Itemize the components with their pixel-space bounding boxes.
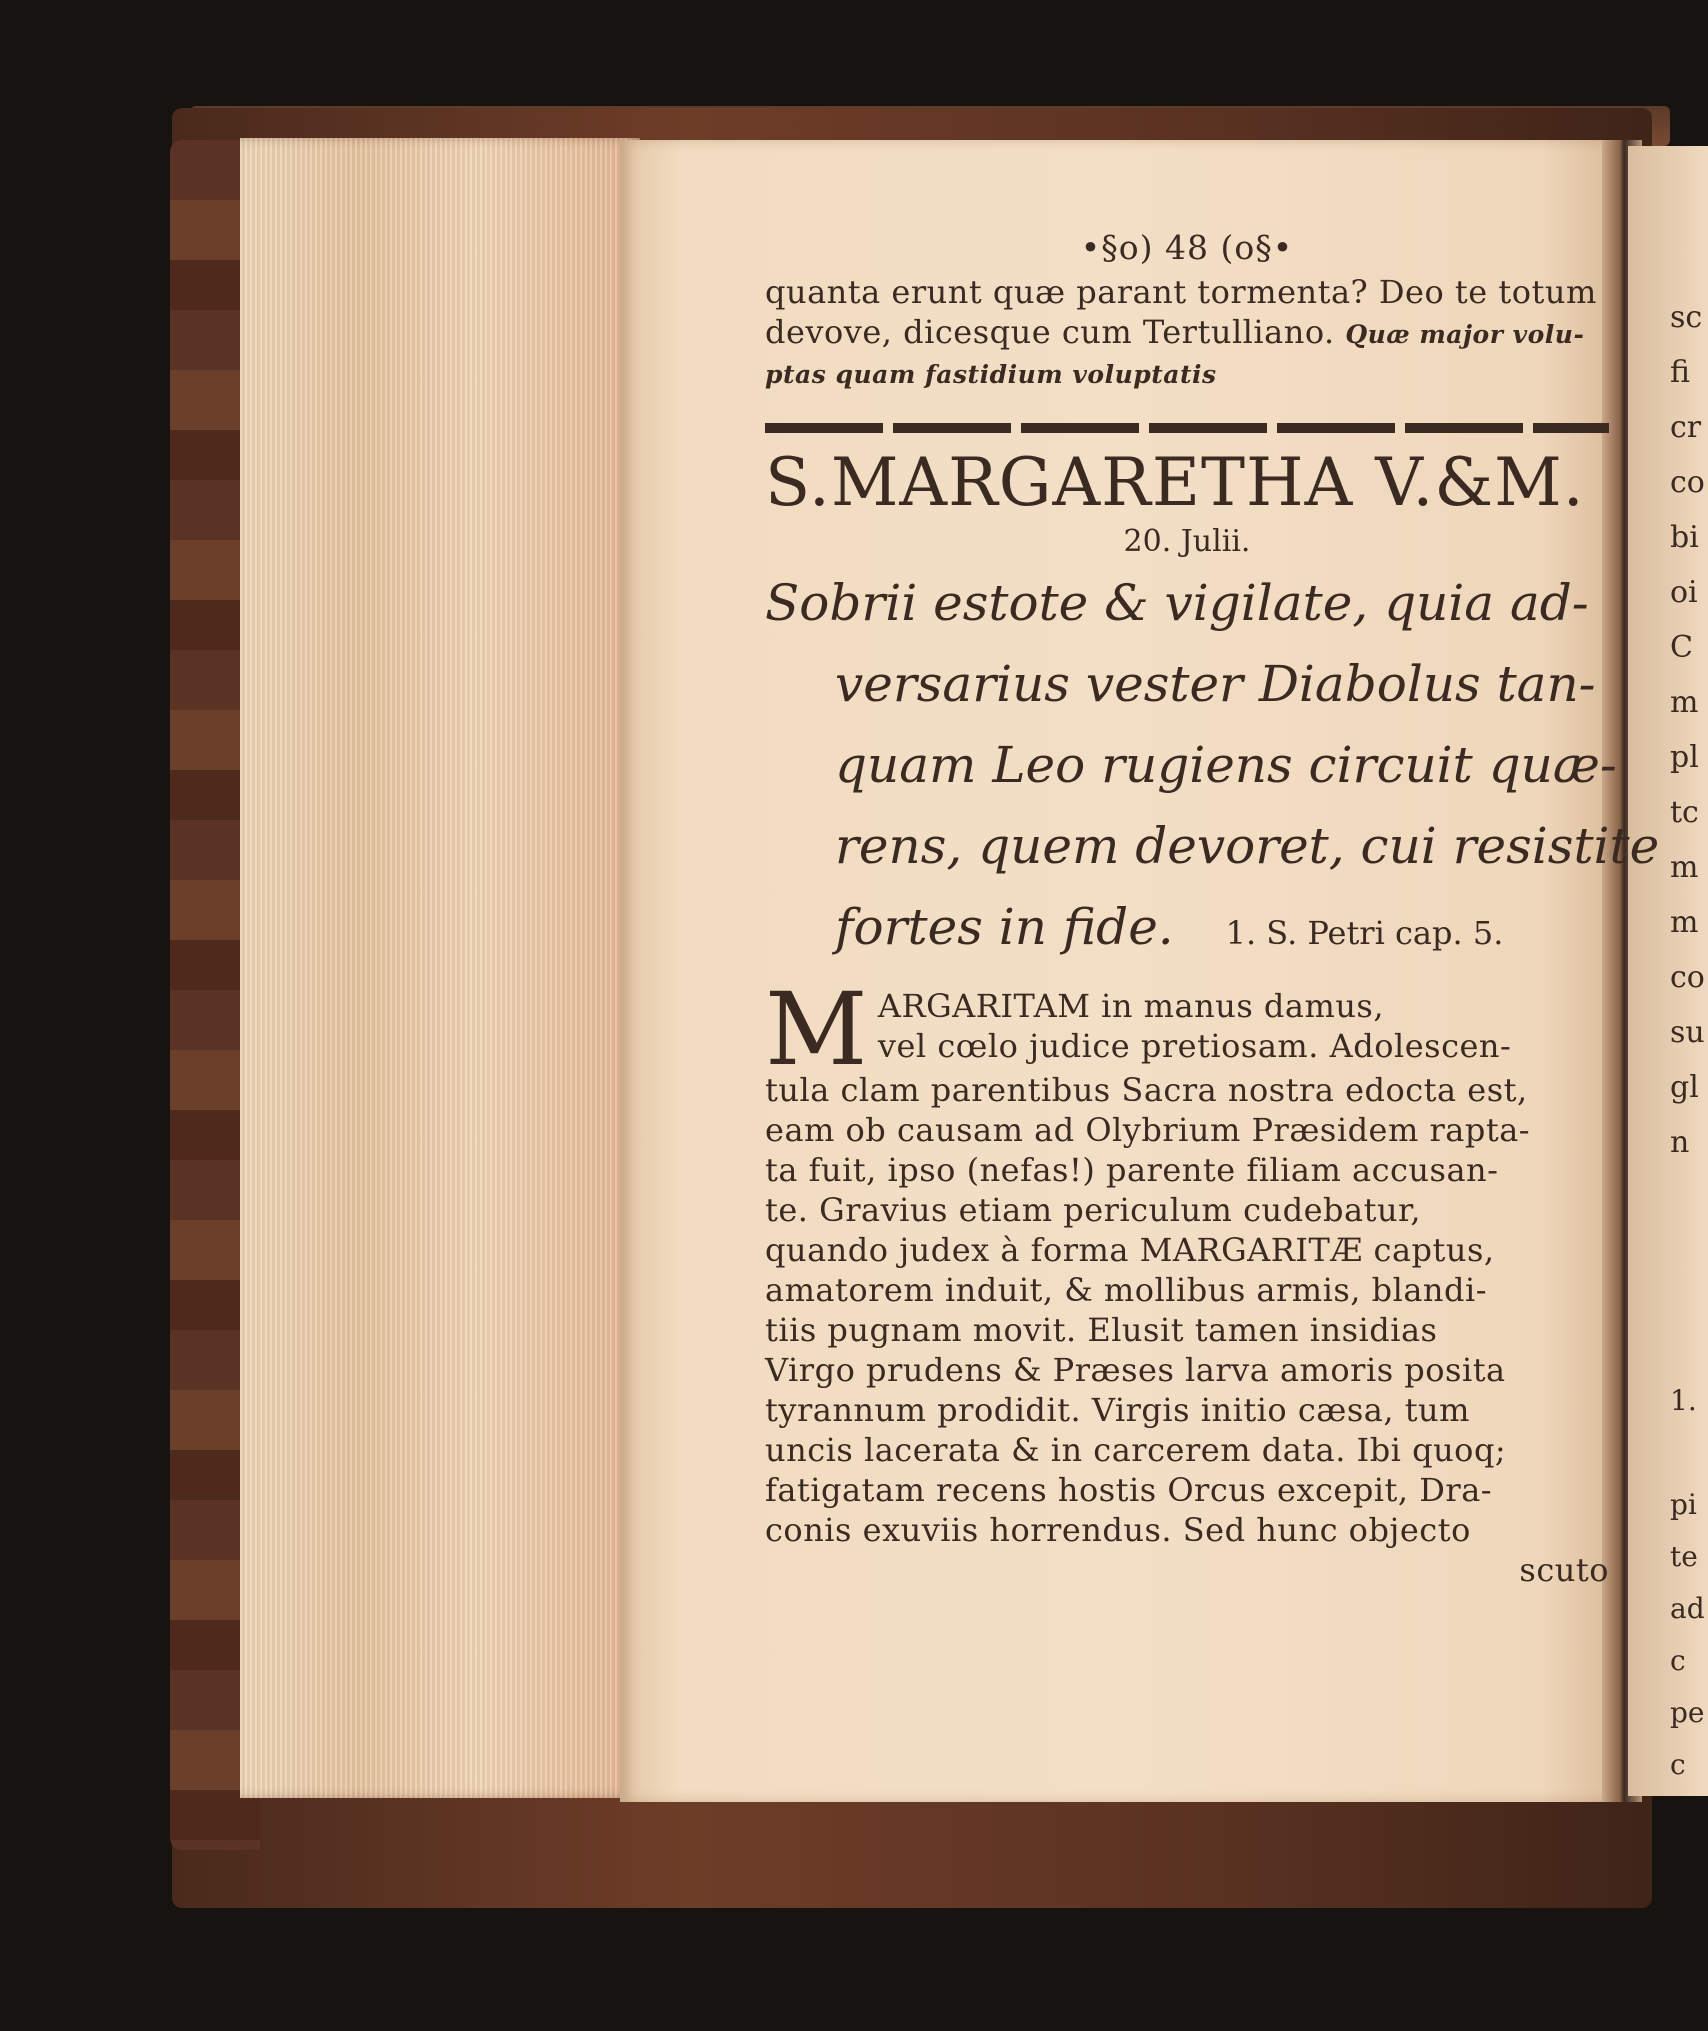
fragment: ad <box>1670 1592 1705 1625</box>
fragment: 1. <box>1670 1384 1697 1417</box>
fragment: bi <box>1670 520 1699 555</box>
fragment: n <box>1670 1125 1690 1160</box>
quote-line: versarius vester Diabolus tan- <box>835 655 1596 713</box>
carry-over-italic: Quæ major volu- <box>1345 320 1585 349</box>
carry-over-text: devove, dicesque cum Tertulliano. <box>765 313 1335 351</box>
catchword: scuto <box>1519 1551 1609 1589</box>
page-text <box>765 228 1660 1590</box>
section-divider <box>765 423 1609 433</box>
body-line: eam ob causam ad Olybrium Præsidem rapta- <box>765 1111 1531 1149</box>
body-line: ARGARITAM in manus damus, <box>877 987 1385 1025</box>
fragment: pl <box>1670 740 1699 775</box>
body-line: quando judex à forma MARGARITÆ captus, <box>765 1231 1495 1269</box>
fragment: cr <box>1670 410 1702 445</box>
quote-line: Sobrii estote & vigilate, quia ad- <box>765 574 1589 632</box>
fragment: tc <box>1670 795 1699 830</box>
body-line: te. Gravius etiam periculum cudebatur, <box>765 1191 1421 1229</box>
fragment: C <box>1670 630 1693 665</box>
fragment: oi <box>1670 575 1698 610</box>
body-line: tula clam parentibus Sacra nostra edocta est, <box>765 1071 1528 1109</box>
fragment: co <box>1670 960 1705 995</box>
fragment: co <box>1670 465 1705 500</box>
right-page-fragments-lower <box>1670 1375 1705 1791</box>
body-line: ta fuit, ipso (nefas!) parente filiam accusan- <box>765 1151 1499 1189</box>
carry-over-line: quanta erunt quæ parant tormenta? Deo te totum <box>765 273 1597 311</box>
body-line: fatigatam recens hostis Orcus excepit, Dra- <box>765 1471 1493 1509</box>
fragment <box>1670 1427 1700 1479</box>
fragment: pi <box>1670 1488 1697 1521</box>
fragment: fi <box>1670 355 1691 390</box>
drop-cap: M <box>765 971 868 1088</box>
fragment: m <box>1670 905 1699 940</box>
fragment: te <box>1670 1540 1698 1573</box>
carry-over-italic-line: ptas quam fastidium voluptatis <box>765 360 1217 389</box>
quote-line: quam Leo rugiens circuit quæ- <box>835 736 1617 794</box>
section-title: S.MARGARETHA V.&M. <box>765 444 1585 521</box>
fragment: m <box>1670 685 1699 720</box>
quote-line: rens, quem devoret, cui resistite <box>835 817 1660 875</box>
feast-date: 20. Julii. <box>1123 524 1251 559</box>
fragment: sc <box>1670 300 1703 335</box>
fragment: c <box>1670 1644 1686 1677</box>
page-edges <box>240 138 640 1798</box>
body-line: tiis pugnam movit. Elusit tamen insidias <box>765 1311 1438 1349</box>
right-page-fragments <box>1670 290 1705 1170</box>
fragment: m <box>1670 850 1699 885</box>
fragment: gl <box>1670 1070 1699 1105</box>
running-header: •§o) 48 (o§• <box>1080 228 1294 267</box>
fragment: c <box>1670 1748 1686 1781</box>
quote-reference: 1. S. Petri cap. 5. <box>1225 914 1504 952</box>
body-line: conis exuviis horrendus. Sed hunc objecto <box>765 1511 1471 1549</box>
fragment: pe <box>1670 1696 1705 1729</box>
scripture-quote <box>765 563 1660 974</box>
carry-over-line <box>765 312 1609 355</box>
body-line: Virgo prudens & Præses larva amoris posita <box>765 1351 1506 1389</box>
quote-text: fortes in fide. <box>835 898 1174 956</box>
body-line: tyrannum prodidit. Virgis initio cæsa, tum <box>765 1391 1470 1429</box>
quote-line <box>765 887 1609 974</box>
body-line: vel cœlo judice pretiosam. Adolescen- <box>877 1027 1512 1065</box>
fragment: su <box>1670 1015 1705 1050</box>
body-text <box>765 971 1609 1590</box>
body-line: amatorem induit, & mollibus armis, blandi- <box>765 1271 1488 1309</box>
body-line: uncis lacerata & in carcerem data. Ibi quoq; <box>765 1431 1507 1469</box>
